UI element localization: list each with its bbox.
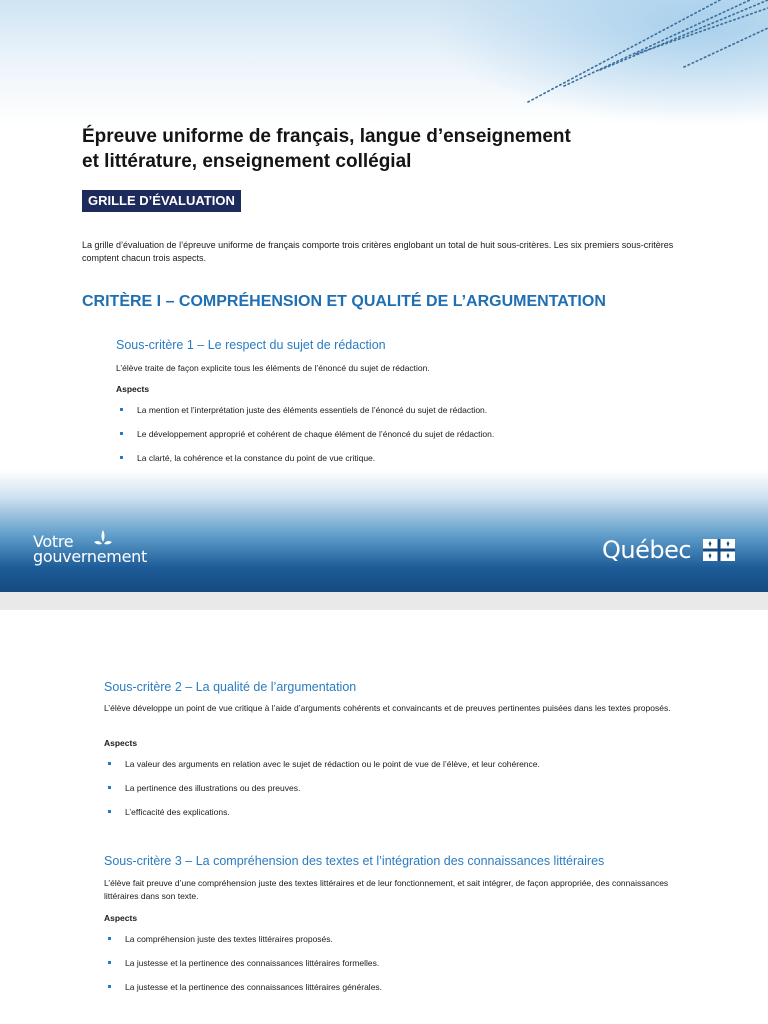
subcriterion-3-description: L’élève fait preuve d’une compréhension juste des textes littéraires et de leur fonctionnement, et sait intégrer, de façon appropriée, des connaissances littéraires dans son texte.	[104, 878, 669, 901]
intro-paragraph: La grille d’évaluation de l’épreuve uniforme de français comporte trois critères englobant un total de huit sous-critères. Les six premiers sous-critères comptent chacun trois aspects.	[82, 240, 674, 263]
subcriterion-2-title: Sous-critère 2 – La qualité de l’argumentation	[104, 680, 357, 694]
grille-badge: GRILLE D’ÉVALUATION	[82, 190, 241, 212]
subcriterion-1-aspects-label: Aspects	[116, 384, 150, 394]
quebec-flag-icon	[703, 539, 735, 561]
bullet-square-icon	[108, 762, 111, 765]
bullet-square-icon	[108, 937, 111, 940]
dotted-lines-decoration	[520, 0, 768, 110]
list-item: La justesse et la pertinence des connaissances littéraires formelles.	[104, 957, 694, 981]
list-item: La clarté, la cohérence et la constance du point de vue critique.	[116, 452, 676, 476]
document-title-line-1: Épreuve uniforme de français, langue d’enseignement	[82, 126, 571, 147]
list-item: La pertinence des illustrations ou des preuves.	[104, 782, 694, 806]
subcriterion-2-aspects-list	[104, 758, 694, 830]
subcriterion-3-title: Sous-critère 3 – La compréhension des textes et l’intégration des connaissances littéraires	[104, 854, 605, 868]
bullet-square-icon	[120, 408, 123, 411]
bullet-square-icon	[120, 432, 123, 435]
page-2	[0, 610, 768, 1024]
subcriterion-3-aspects-label: Aspects	[104, 913, 138, 923]
subcriterion-2-description: L’élève développe un point de vue critique à l’aide d’arguments cohérents et convaincants et de preuves pertinentes puisées dans les textes proposés.	[104, 703, 671, 713]
quebec-logo-text: Québec	[602, 536, 692, 564]
list-item: La justesse et la pertinence des connaissances littéraires générales.	[104, 981, 694, 1005]
document-title-line-2: et littérature, enseignement collégial	[82, 151, 412, 172]
list-item: La valeur des arguments en relation avec le sujet de rédaction ou le point de vue de l’élève, et leur cohérence.	[104, 758, 694, 782]
subcriterion-2-aspects-label: Aspects	[104, 738, 138, 748]
subcriterion-1-title: Sous-critère 1 – Le respect du sujet de rédaction	[116, 338, 386, 352]
list-item: L’efficacité des explications.	[104, 806, 694, 830]
list-item: Le développement approprié et cohérent de chaque élément de l’énoncé du sujet de rédaction.	[116, 428, 676, 452]
list-item: La mention et l’interprétation juste des éléments essentiels de l’énoncé du sujet de rédaction.	[116, 404, 676, 428]
bullet-square-icon	[120, 456, 123, 459]
footer-band	[0, 470, 768, 592]
subcriterion-1-aspects-list	[116, 404, 676, 476]
fleur-de-lis-mark	[91, 528, 115, 548]
document-title	[82, 124, 722, 174]
bullet-square-icon	[108, 961, 111, 964]
criterion-1-heading: CRITÈRE I – COMPRÉHENSION ET QUALITÉ DE L’ARGUMENTATION	[82, 293, 606, 310]
bullet-square-icon	[108, 786, 111, 789]
subcriterion-3-aspects-list	[104, 933, 694, 1005]
list-item: La compréhension juste des textes littéraires proposés.	[104, 933, 694, 957]
bullet-square-icon	[108, 985, 111, 988]
subcriterion-1-description: L’élève traite de façon explicite tous les éléments de l’énoncé du sujet de rédaction.	[116, 363, 430, 373]
votre-gouvernement-logo: Votre gouvernement	[33, 532, 147, 566]
bullet-square-icon	[108, 810, 111, 813]
